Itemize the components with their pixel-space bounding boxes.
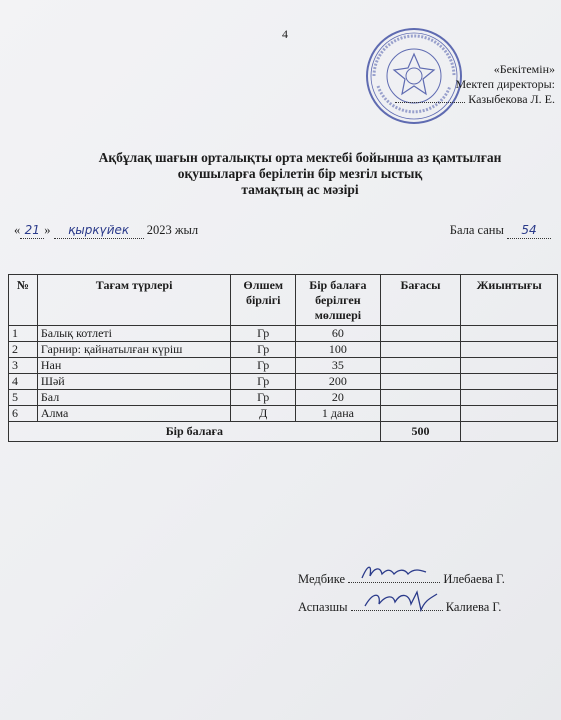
table-row bbox=[9, 342, 558, 358]
col-header-unit: Өлшем бірлігі bbox=[231, 275, 296, 326]
approval-title: «Бекітемін» bbox=[493, 62, 555, 76]
approval-director-name: Казыбекова Л. Е. bbox=[395, 92, 555, 107]
row-dish: Шәй bbox=[37, 374, 230, 390]
children-count: Бала саны 54 bbox=[450, 223, 551, 239]
director-signature-line bbox=[395, 92, 465, 103]
row-total bbox=[461, 374, 558, 390]
col-header-dish: Тағам түрлері bbox=[37, 275, 230, 326]
row-portion: 35 bbox=[296, 358, 381, 374]
date-day: 21 bbox=[24, 223, 40, 237]
row-price bbox=[380, 406, 461, 422]
row-total bbox=[461, 342, 558, 358]
col-header-number: № bbox=[9, 275, 38, 326]
table-total-row bbox=[9, 422, 558, 442]
row-portion: 60 bbox=[296, 326, 381, 342]
row-number: 4 bbox=[9, 374, 38, 390]
children-count-value: 54 bbox=[521, 223, 537, 237]
table-row bbox=[9, 406, 558, 422]
cook-name: Калиева Г. bbox=[445, 600, 502, 614]
approval-block bbox=[395, 62, 555, 107]
row-dish: Нан bbox=[37, 358, 230, 374]
document-title: Ақбұлақ шағын орталықты орта мектебі бойынша аз қамтылған оқушыларға берілетін бір мезгіл ыстық тамақтың ас мәзірі bbox=[98, 150, 502, 197]
col-header-portion: Бір балаға берілген мөлшері bbox=[296, 275, 381, 326]
date-month: қыркүйек bbox=[68, 223, 130, 237]
total-label: Бір балаға bbox=[9, 422, 381, 442]
total-value: 500 bbox=[380, 422, 461, 442]
signatures-block bbox=[298, 570, 505, 626]
date-year: 2023 жыл bbox=[146, 223, 199, 237]
page-number: 4 bbox=[282, 27, 288, 41]
cook-signature-row bbox=[298, 598, 505, 626]
row-dish: Гарнир: қайнатылған күріш bbox=[37, 342, 230, 358]
col-header-total: Жиынтығы bbox=[461, 275, 558, 326]
table-row bbox=[9, 374, 558, 390]
table-header-row bbox=[9, 275, 558, 326]
cook-label: Аспазшы bbox=[298, 600, 348, 614]
row-dish: Бал bbox=[37, 390, 230, 406]
row-unit: Гр bbox=[231, 358, 296, 374]
table-row bbox=[9, 326, 558, 342]
row-number: 6 bbox=[9, 406, 38, 422]
row-portion: 200 bbox=[296, 374, 381, 390]
table-row bbox=[9, 358, 558, 374]
row-unit: Гр bbox=[231, 374, 296, 390]
date-line: « 21 » қыркүйек 2023 жыл bbox=[14, 223, 199, 237]
row-number: 5 bbox=[9, 390, 38, 406]
row-portion: 100 bbox=[296, 342, 381, 358]
row-price bbox=[380, 342, 461, 358]
menu-table bbox=[8, 274, 558, 442]
row-portion: 1 дана bbox=[296, 406, 381, 422]
row-total bbox=[461, 406, 558, 422]
table-row bbox=[9, 390, 558, 406]
row-number: 3 bbox=[9, 358, 38, 374]
row-number: 1 bbox=[9, 326, 38, 342]
row-price bbox=[380, 358, 461, 374]
row-price bbox=[380, 326, 461, 342]
row-unit: Гр bbox=[231, 342, 296, 358]
row-price bbox=[380, 390, 461, 406]
row-unit: Гр bbox=[231, 326, 296, 342]
nurse-signature-line bbox=[348, 570, 440, 583]
row-total bbox=[461, 358, 558, 374]
row-unit: Гр bbox=[231, 390, 296, 406]
cook-handwritten-signature bbox=[359, 588, 439, 614]
row-dish: Балық котлеті bbox=[37, 326, 230, 342]
total-sum bbox=[461, 422, 558, 442]
row-number: 2 bbox=[9, 342, 38, 358]
nurse-name: Илебаева Г. bbox=[443, 572, 505, 586]
cook-signature-line bbox=[351, 598, 443, 611]
nurse-label: Медбике bbox=[298, 572, 346, 586]
row-unit: Д bbox=[231, 406, 296, 422]
row-total bbox=[461, 326, 558, 342]
row-dish: Алма bbox=[37, 406, 230, 422]
approval-position: Мектеп директоры: bbox=[455, 77, 555, 91]
row-portion: 20 bbox=[296, 390, 381, 406]
row-price bbox=[380, 374, 461, 390]
row-total bbox=[461, 390, 558, 406]
col-header-price: Бағасы bbox=[380, 275, 461, 326]
nurse-handwritten-signature bbox=[358, 562, 430, 584]
